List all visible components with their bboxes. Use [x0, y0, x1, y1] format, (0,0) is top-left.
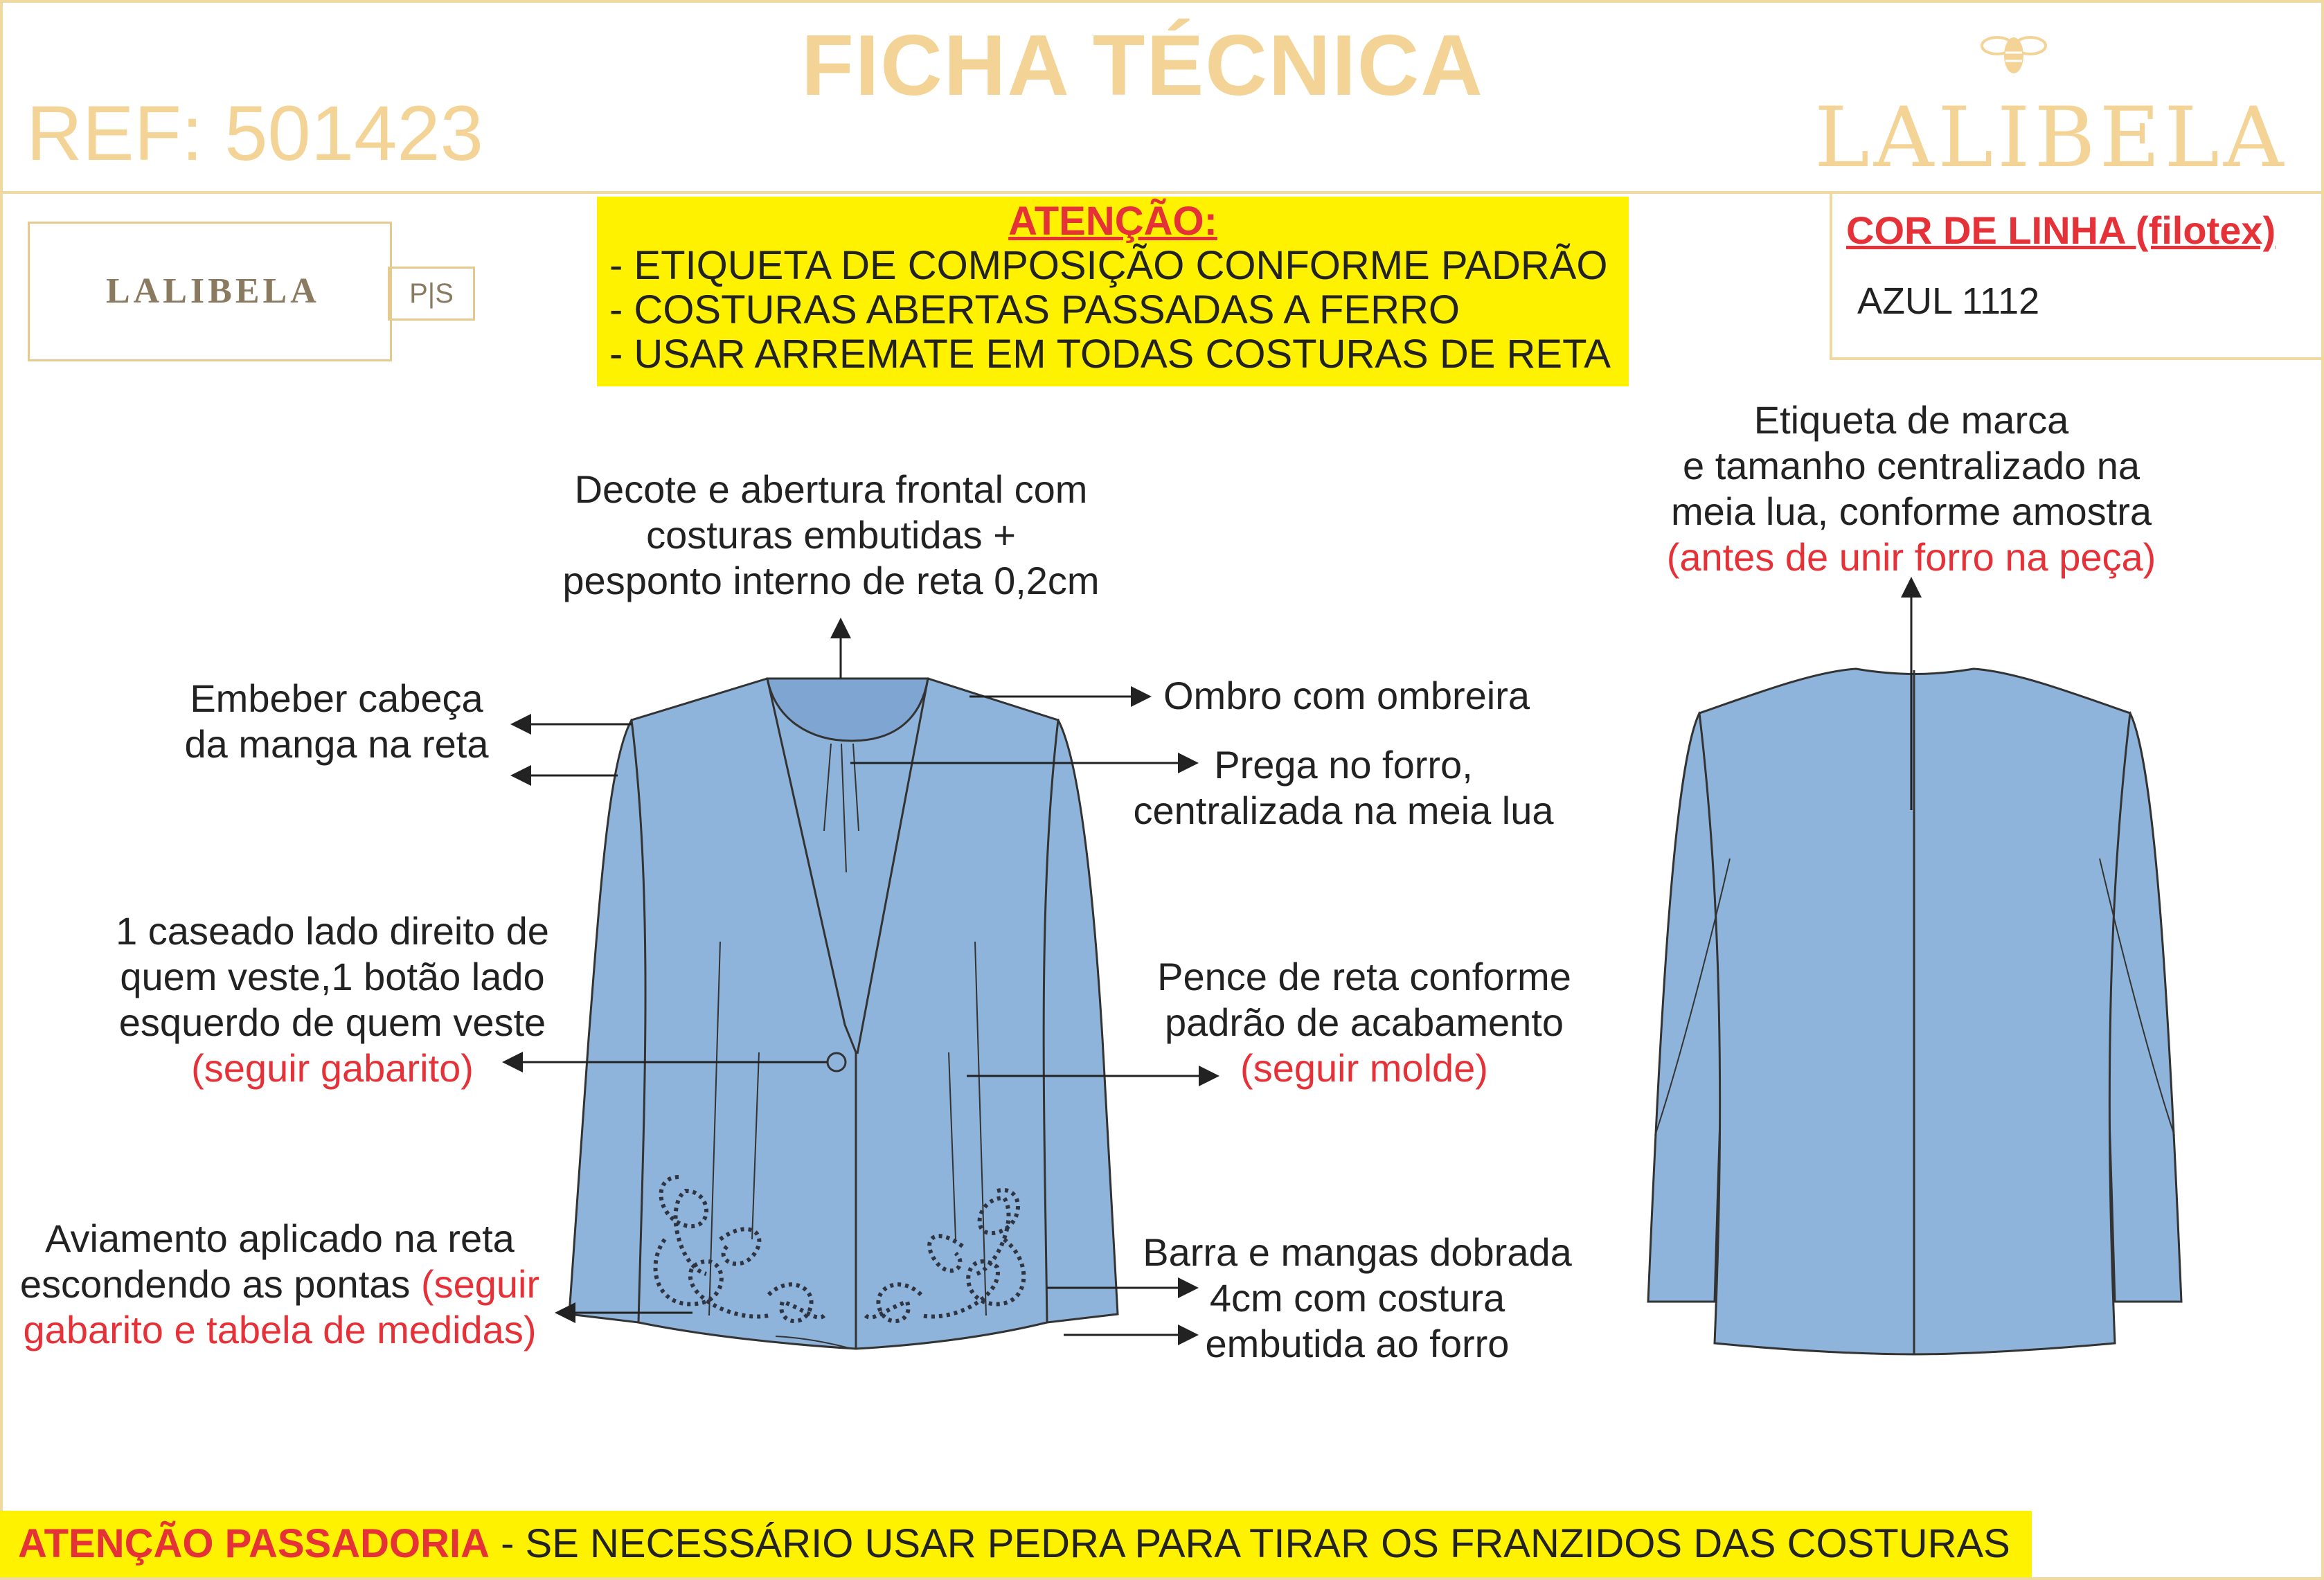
- note-line: quem veste,1 botão lado: [120, 955, 545, 998]
- note-line: Prega no forro,: [1214, 743, 1473, 787]
- note-line-red: (seguir gabarito): [191, 1046, 474, 1090]
- note-line-red: (antes de unir forro na peça): [1666, 535, 2156, 579]
- thread-color-title: COR DE LINHA (filotex): [1846, 208, 2276, 252]
- note-line: 1 caseado lado direito de: [116, 909, 549, 953]
- note-buttonhole: [83, 908, 582, 1091]
- note-line: esquerdo de quem veste: [118, 1000, 546, 1044]
- note-line: meia lua, conforme amostra: [1670, 490, 2152, 533]
- note-line: Etiqueta de marca: [1753, 398, 2069, 442]
- note-line: Pence de reta conforme: [1157, 955, 1571, 998]
- note-line: pesponto interno de reta 0,2cm: [562, 559, 1100, 602]
- note-line: embutida ao forro: [1205, 1322, 1510, 1365]
- note-line-red: (seguir: [420, 1262, 540, 1306]
- note-line: escondendo as pontas: [19, 1262, 421, 1306]
- note-back-label: [1620, 397, 2202, 580]
- note-line: 4cm com costura: [1209, 1276, 1505, 1320]
- note-dart: [1136, 954, 1593, 1091]
- note-trim: [3, 1216, 557, 1353]
- note-line: padrão de acabamento: [1165, 1000, 1564, 1044]
- footer-warning-text: - SE NECESSÁRIO USAR PEDRA PARA TIRAR OS FRANZIDOS DAS COSTURAS: [490, 1521, 2010, 1566]
- warning-line: - USAR ARREMATE EM TODAS COSTURAS DE RETA: [609, 332, 1611, 377]
- note-neckline: [526, 467, 1136, 604]
- note-line-red: gabarito e tabela de medidas): [23, 1308, 537, 1352]
- note-pleat: [1108, 742, 1579, 834]
- note-line-red: (seguir molde): [1240, 1046, 1488, 1090]
- note-line: centralizada na meia lua: [1133, 789, 1554, 832]
- note-line: Decote e abertura frontal com: [574, 467, 1088, 511]
- note-line: Embeber cabeça: [190, 676, 483, 720]
- warning-line: - COSTURAS ABERTAS PASSADAS A FERRO: [609, 287, 1460, 332]
- note-line: e tamanho centralizado na: [1683, 444, 2140, 487]
- footer-warning: [0, 1511, 2032, 1577]
- note-line: da manga na reta: [184, 722, 489, 766]
- note-line: Barra e mangas dobrada: [1143, 1230, 1572, 1274]
- page-title: FICHA TÉCNICA: [801, 18, 1484, 114]
- note-line: costuras embutidas +: [646, 513, 1016, 557]
- warning-line: - ETIQUETA DE COMPOSIÇÃO CONFORME PADRÃO: [609, 243, 1608, 288]
- note-sleeve: [157, 676, 517, 767]
- warning-title: ATENÇÃO:: [1008, 199, 1217, 244]
- brand-logo: LALIBELA: [1814, 90, 2288, 186]
- front-jacket: [569, 679, 1118, 1349]
- size-tag: P|S: [388, 267, 475, 321]
- back-jacket: [1648, 669, 2181, 1354]
- note-hem: [1122, 1230, 1593, 1367]
- note-line: Aviamento aplicado na reta: [45, 1217, 515, 1260]
- label-brand-text: LALIBELA: [106, 271, 320, 311]
- note-line: Ombro com ombreira: [1163, 674, 1530, 717]
- footer-warning-title: ATENÇÃO PASSADORIA: [18, 1521, 490, 1566]
- note-shoulder: [1163, 673, 1530, 719]
- reference-number: REF: 501423: [26, 90, 483, 177]
- thread-color-value: AZUL 1112: [1857, 280, 2040, 322]
